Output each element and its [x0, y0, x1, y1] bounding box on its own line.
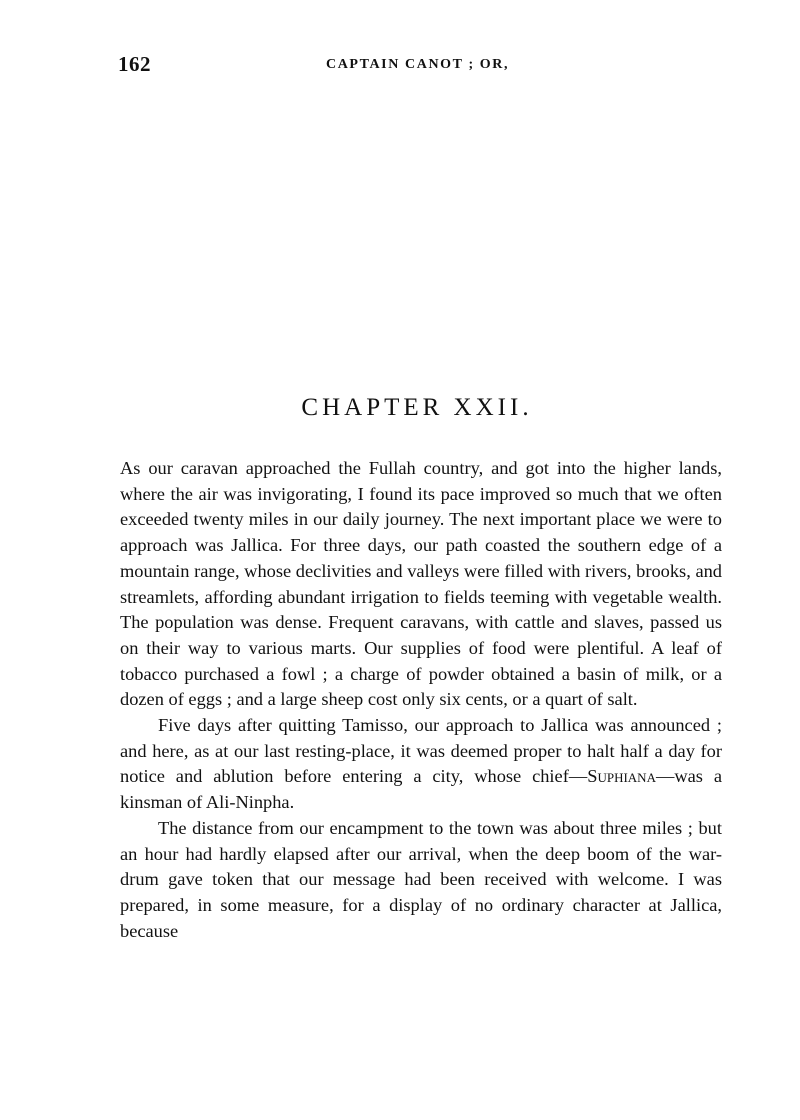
- paragraph-1: As our caravan approached the Fullah country, and got into the higher lands, where the air was invigorating, I found its pace improved so much that we often exceeded twenty miles in our daily journey. The next important place we were to approach was Jallica. For three days, our path coasted the southern edge of a mountain range, whose declivities and valleys were filled with rivers, brooks, and streamlets, affording abundant irrigation to fields teeming with vegetable wealth. The population was dense. Frequent caravans, with cattle and slaves, passed us on their way to various marts. Our supplies of food were plentiful. A leaf of tobacco purchased a fowl ; a charge of powder obtained a basin of milk, or a dozen of eggs ; and a large sheep cost only six cents, or a quart of salt.: [120, 458, 722, 710]
- paragraph-2: [120, 713, 722, 816]
- chief-name: Suphiana: [587, 766, 656, 787]
- paragraph-3: The distance from our encampment to the town was about three miles ; but an hour had hardly elapsed after our arrival, when the deep boom of the war-drum gave token that our message had been received with welcome. I was prepared, in some measure, for a display of no ordinary character at Jallica, because: [120, 817, 722, 941]
- paragraph-2-text-before: Five days after quitting Tamisso, our approach to Jallica was announced ; and here, as at our last resting-place, it was deemed proper to halt half a day for notice and ablution before entering a city, whose chief—: [120, 715, 722, 787]
- page-number: 162: [118, 52, 151, 76]
- running-head: CAPTAIN CANOT ; OR,: [326, 57, 510, 72]
- paragraph-2-text-after: —was a kinsman of Ali-Ninpha.: [120, 766, 722, 813]
- page-header: [118, 52, 722, 78]
- body-text: [120, 456, 722, 944]
- chapter-title: CHAPTER XXII.: [301, 394, 533, 421]
